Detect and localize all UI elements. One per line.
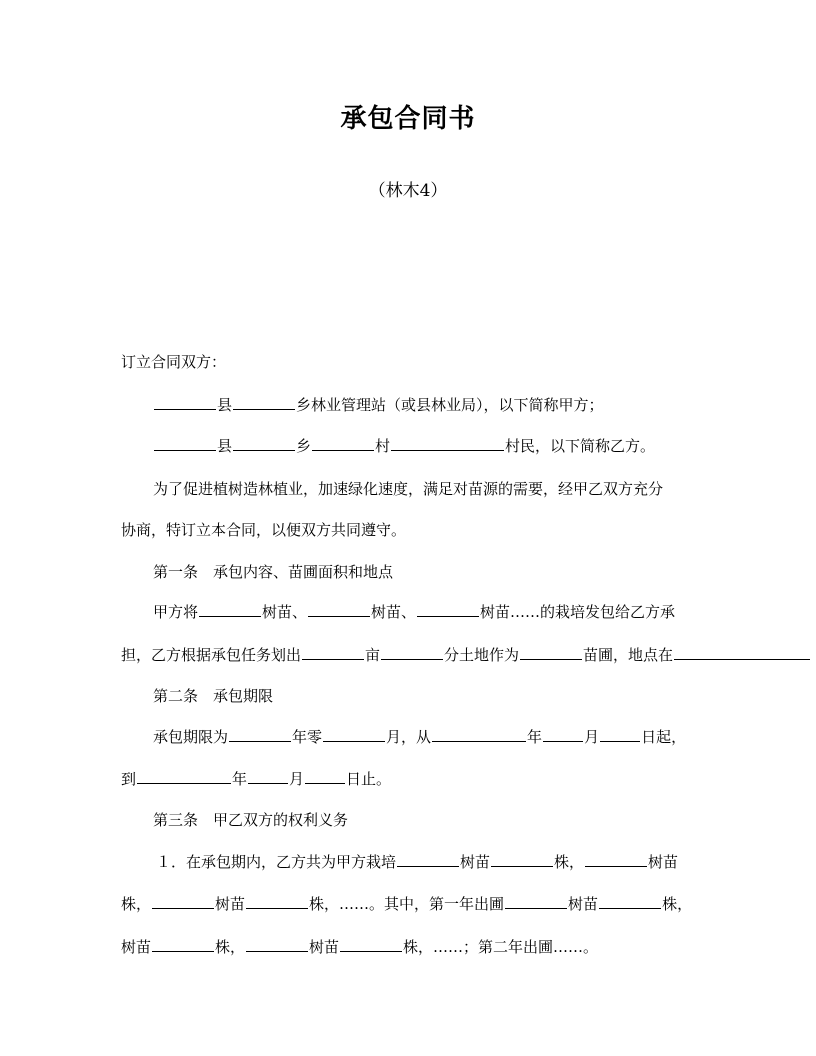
article-2-line-1: 承包期限为 年零 月，从 年 月 日起，: [153, 728, 687, 746]
article-1-heading: 第一条 承包内容、苗圃面积和地点: [153, 563, 394, 581]
blank-field[interactable]: [505, 894, 567, 909]
blank-field[interactable]: [585, 852, 647, 867]
blank-field[interactable]: [599, 894, 661, 909]
blank-field[interactable]: [432, 727, 526, 742]
blank-field[interactable]: [391, 436, 504, 451]
blank-field[interactable]: [543, 727, 583, 742]
blank-field[interactable]: [417, 602, 479, 617]
blank-field[interactable]: [340, 937, 402, 952]
blank-field[interactable]: [246, 894, 308, 909]
blank-field[interactable]: [137, 769, 231, 784]
blank-field[interactable]: [520, 645, 582, 660]
document-subtitle: （林木4）: [368, 181, 448, 201]
blank-field[interactable]: [308, 602, 370, 617]
article-3-line-2: 株， 树苗 株，……。其中，第一年出圃 树苗 株，: [121, 895, 693, 913]
party-b-line: 县 乡 村 村民，以下简称乙方。: [153, 436, 655, 456]
blank-field[interactable]: [199, 602, 261, 617]
purpose-line-1: 为了促进植树造林植业，加速绿化速度，满足对苗源的需要，经甲乙双方充分: [153, 480, 664, 498]
blank-field[interactable]: [152, 937, 214, 952]
blank-field[interactable]: [491, 852, 553, 867]
party-a-line: 县 乡林业管理站（或县林业局），以下简称甲方；: [153, 395, 604, 415]
article-3-heading: 第三条 甲乙双方的权利义务: [153, 811, 349, 829]
article-2-heading: 第二条 承包期限: [153, 687, 274, 705]
article-1-line-1: 甲方将 树苗、 树苗、 树苗……的栽培发包给乙方承: [153, 603, 676, 621]
blank-field[interactable]: [305, 769, 345, 784]
article-3-line-3: 树苗 株， 树苗 株，……；第二年出圃……。: [121, 938, 599, 956]
blank-field[interactable]: [154, 395, 216, 410]
parties-intro: 订立合同双方：: [121, 353, 227, 371]
blank-field[interactable]: [381, 645, 443, 660]
blank-field[interactable]: [248, 769, 288, 784]
article-2-line-2: 到 年 月 日止。: [121, 770, 392, 788]
article-3-line-1: １．在承包期内，乙方共为甲方栽培 树苗 株， 树苗: [156, 853, 679, 871]
blank-field[interactable]: [323, 727, 385, 742]
blank-field[interactable]: [397, 852, 459, 867]
blank-field[interactable]: [312, 436, 374, 451]
document-title: 承包合同书: [340, 104, 476, 134]
blank-field[interactable]: [674, 645, 810, 660]
purpose-line-2: 协商，特订立本合同，以便双方共同遵守。: [121, 521, 407, 539]
blank-field[interactable]: [229, 727, 291, 742]
blank-field[interactable]: [246, 937, 308, 952]
blank-field[interactable]: [233, 395, 295, 410]
blank-field[interactable]: [152, 894, 214, 909]
blank-field[interactable]: [233, 436, 295, 451]
blank-field[interactable]: [600, 727, 640, 742]
article-1-line-2: 担，乙方根据承包任务划出 亩 分土地作为 苗圃，地点在: [121, 645, 811, 665]
blank-field[interactable]: [154, 436, 216, 451]
blank-field[interactable]: [302, 645, 364, 660]
